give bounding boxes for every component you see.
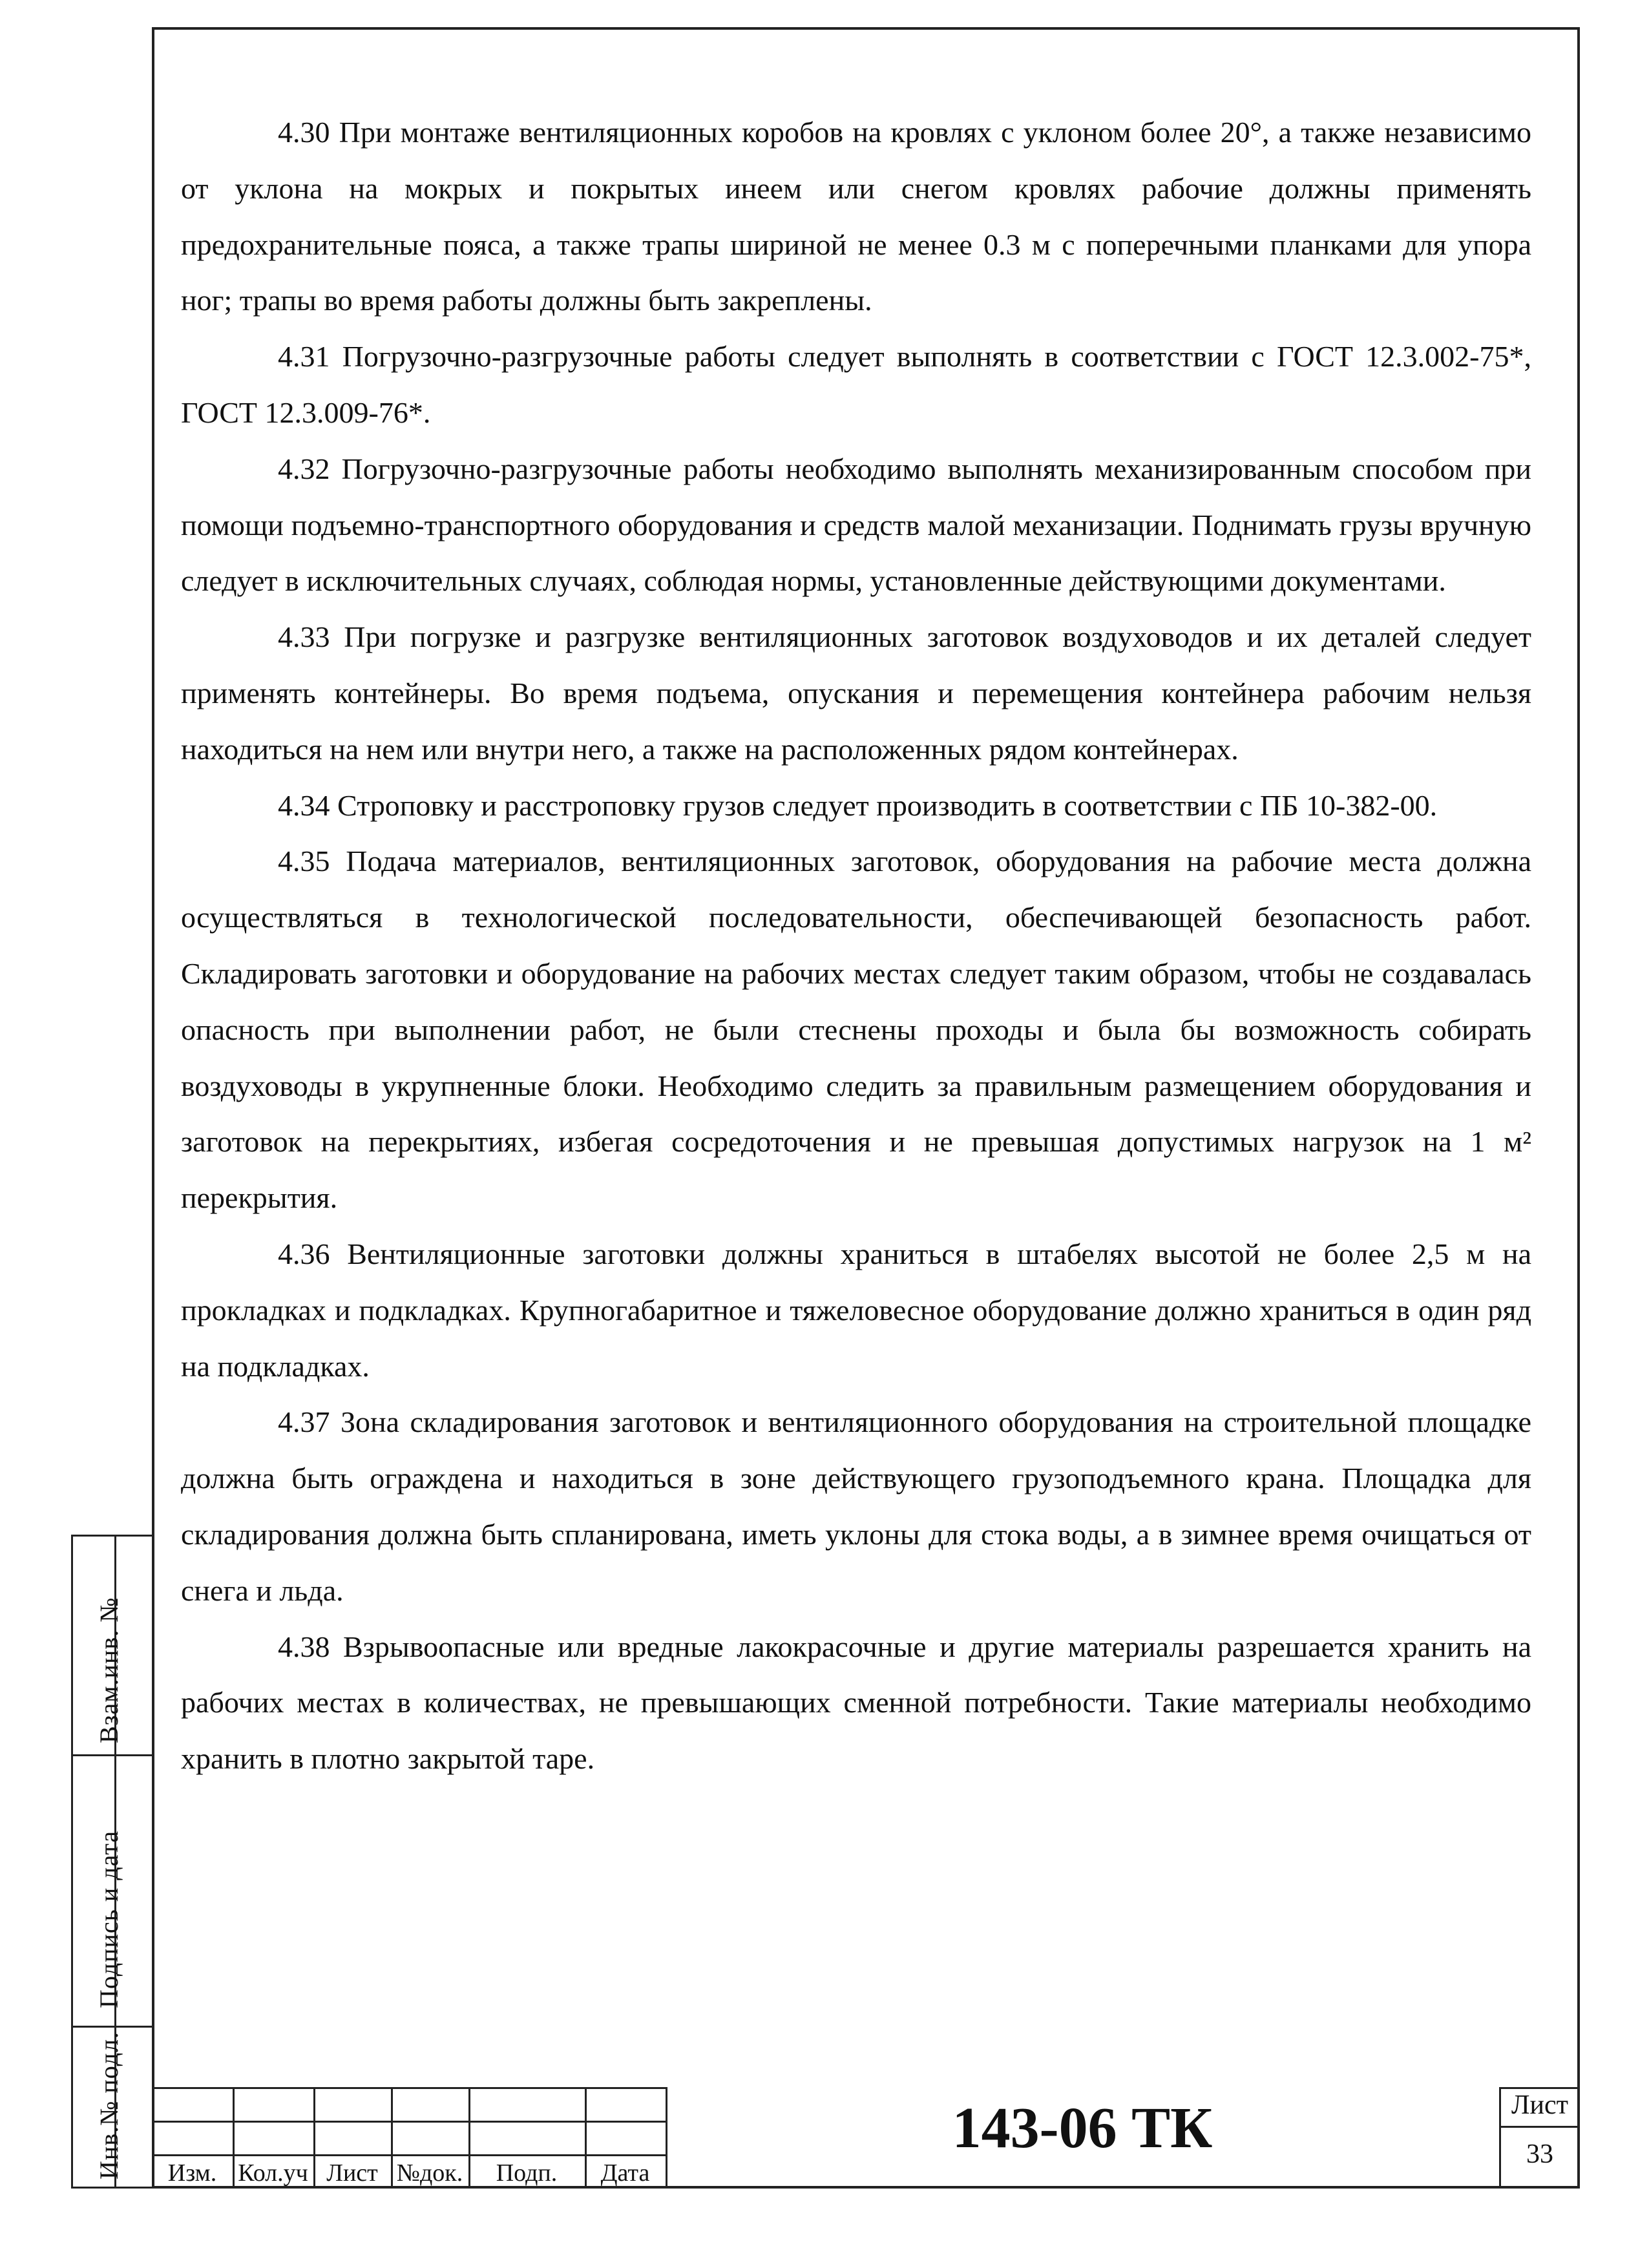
paragraph-4-37: 4.37 Зона складирования заготовок и вентиляционного оборудования на строительной площадке должна быть ограждена и находиться в зоне действующего грузоподъемного крана. Площадка для складирования должна быть спланирована, иметь уклоны для стока воды, а в зимнее время очищаться от снега и льда. [181, 1405, 1531, 1607]
paragraph-4-38: 4.38 Взрывоопасные или вредные лакокрасочные и другие материалы разрешается хранить на рабочих местах в количествах, не превышающих сменной потребности. Такие материалы необходимо хранить в плотно закрытой таре. [181, 1630, 1531, 1776]
inv-original-label: Инв.№ подл. [94, 2032, 123, 2179]
col-izm: Изм. [167, 2159, 217, 2187]
side-cell-inv [73, 2028, 154, 2189]
side-cell-signature [73, 1756, 154, 2028]
col-ndok: №док. [396, 2159, 463, 2187]
sheet-label: Лист [1511, 2090, 1568, 2120]
sheet-number: 33 [1526, 2139, 1553, 2169]
paragraph-4-34: 4.34 Строповку и расстроповку грузов следует производить в соответствии с ПБ 10-382-00. [278, 788, 1438, 822]
paragraph-4-32: 4.32 Погрузочно-разгрузочные работы необходимо выполнять механизированным способом при помощи подъемно-транспортного оборудования и средств малой механизации. Поднимать грузы вручную следует в исключительных случаях, соблюдая нормы, установленные действующими документами. [181, 452, 1531, 598]
document-code: 143-06 ТК [952, 2096, 1213, 2160]
document-body [181, 105, 1531, 1787]
side-stamp [71, 1535, 154, 2189]
paragraph-4-36: 4.36 Вентиляционные заготовки должны храниться в штабелях высотой не более 2,5 м на прокладках и подкладках. Крупногабаритное и тяжеловесное оборудование должно храниться в один ряд на подкладках. [181, 1237, 1531, 1383]
col-list: Лист [326, 2159, 378, 2187]
title-block [152, 2087, 1580, 2189]
paragraph-4-35: 4.35 Подача материалов, вентиляционных заготовок, оборудования на рабочие места должна осуществляться в технологической последовательности, обеспечивающей безопасность работ. Складировать заготовки и оборудование на рабочих местах следует таким образом, чтобы не создавалась опасность при выполнении работ, не были стеснены проходы и была бы возможность собирать воздуховоды в укрупненные блоки. Необходимо следить за правильным размещением оборудования и заготовок на перекрытиях, избегая сосредоточения и не превышая допустимых нагрузок на 1 м² перекрытия. [181, 845, 1531, 1215]
signature-date-label: Подпись и дата [94, 1830, 123, 2008]
paragraph-4-31: 4.31 Погрузочно-разгрузочные работы следует выполнять в соответствии с ГОСТ 12.3.002-75*, ГОСТ 12.3.009-76*. [181, 340, 1531, 429]
side-cell-replaced [73, 1537, 154, 1756]
col-data: Дата [600, 2159, 650, 2187]
col-kol-uch: Кол.уч [238, 2159, 308, 2187]
replaced-inv-label: Взам.инв. № [94, 1597, 123, 1743]
col-podp: Подп. [496, 2159, 558, 2187]
paragraph-4-33: 4.33 При погрузке и разгрузке вентиляционных заготовок воздуховодов и их деталей следует применять контейнеры. Во время подъема, опускания и перемещения контейнера рабочим нельзя находиться на нем или внутри него, а также на расположенных рядом контейнерах. [181, 620, 1531, 766]
paragraph-4-30: 4.30 При монтаже вентиляционных коробов на кровлях с уклоном более 20°, а также независимо от уклона на мокрых и покрытых инеем или снегом кровлях рабочие должны применять предохранительные пояса, а также трапы шириной не менее 0.3 м с поперечными планками для упора ног; трапы во время работы должны быть закреплены. [181, 116, 1531, 317]
